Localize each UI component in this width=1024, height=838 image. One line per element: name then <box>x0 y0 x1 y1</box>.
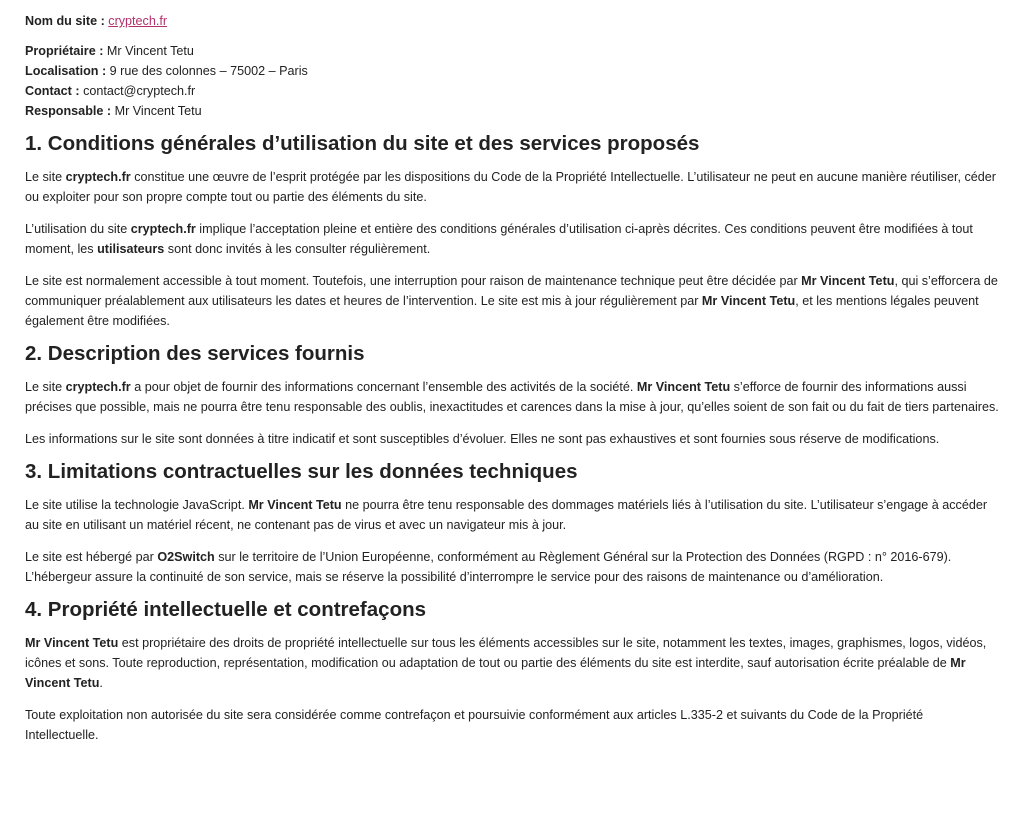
section-2-title: 2. Description des services fournis <box>25 342 365 365</box>
section-1-paragraph-2: L’utilisation du site cryptech.fr implique l’acceptation pleine et entière des conditions générales d’utilisation ci-après décrites. Ces conditions peuvent être modifiées à tout moment, les utilisateurs sont donc invités à les consulter régulièrement. <box>25 222 973 256</box>
manager-line <box>25 101 999 121</box>
location-value: 9 rue des colonnes – 75002 – Paris <box>109 64 308 78</box>
owner-line <box>25 41 999 61</box>
contact-line <box>25 81 999 101</box>
section-2-paragraph-1: Le site cryptech.fr a pour objet de fournir des informations concernant l’ensemble des activités de la société. Mr Vincent Tetu s’efforce de fournir des informations aussi précises que possible, mais ne pourra être tenu responsable des oublis, inexactitudes et carences dans la mise à jour, qu’elles soient de son fait ou du fait de tiers partenaires. <box>25 380 999 414</box>
section-1-title: 1. Conditions générales d’utilisation du site et des services proposés <box>25 132 700 155</box>
section-1-paragraph-3: Le site est normalement accessible à tout moment. Toutefois, une interruption pour raison de maintenance technique peut être décidée par Mr Vincent Tetu, qui s’efforcera de communiquer préalablement aux utilisateurs les dates et heures de l’intervention. Le site est mis à jour régulièrement par Mr Vincent Tetu, et les mentions légales peuvent également être modifiées. <box>25 274 998 328</box>
owner-value: Mr Vincent Tetu <box>106 44 194 58</box>
section-4-title: 4. Propriété intellectuelle et contrefaçons <box>25 598 427 621</box>
section-2-paragraph-2: Les informations sur le site sont données à titre indicatif et sont susceptibles d’évoluer. Elles ne sont pas exhaustives et sont fournies sous réserve de modifications. <box>25 432 940 446</box>
section-3-paragraph-2: Le site est hébergé par O2Switch sur le territoire de l’Union Européenne, conformément au Règlement Général sur la Protection des Données (RGPD : n° 2016-679). L’hébergeur assure la continuité de son service, mais se réserve la possibilité d’interrompre le service pour des raisons de maintenance ou d’amélioration. <box>25 550 952 584</box>
section-1-paragraph-1: Le site cryptech.fr constitue une œuvre de l’esprit protégée par les dispositions du Code de la Propriété Intellectuelle. L’utilisateur ne peut en aucune manière réutiliser, céder ou exploiter pour son propre compte tout ou partie des éléments du site. <box>25 170 996 204</box>
manager-value: Mr Vincent Tetu <box>114 104 202 118</box>
site-link[interactable]: cryptech.fr <box>108 14 168 28</box>
section-3-title: 3. Limitations contractuelles sur les données techniques <box>25 460 578 483</box>
contact-label: Contact : <box>25 84 80 98</box>
site-name-line <box>25 11 999 31</box>
location-line <box>25 61 999 81</box>
manager-label: Responsable : <box>25 104 112 118</box>
owner-label: Propriétaire : <box>25 44 104 58</box>
section-4-paragraph-1: Mr Vincent Tetu est propriétaire des droits de propriété intellectuelle sur tous les éléments accessibles sur le site, notamment les textes, images, graphismes, logos, vidéos, icônes et sons. Toute reproduction, représentation, modification ou adaptation de tout ou partie des éléments du site est interdite, sauf autorisation écrite préalable de Mr Vincent Tetu. <box>25 636 987 690</box>
contact-value: contact@cryptech.fr <box>83 84 196 98</box>
location-label: Localisation : <box>25 64 107 78</box>
section-4-paragraph-2: Toute exploitation non autorisée du site sera considérée comme contrefaçon et poursuivie conformément aux articles L.335-2 et suivants du Code de la Propriété Intellectuelle. <box>25 708 924 742</box>
section-3-paragraph-1: Le site utilise la technologie JavaScript. Mr Vincent Tetu ne pourra être tenu responsable des dommages matériels liés à l’utilisation du site. L’utilisateur s’engage à accéder au site en utilisant un matériel récent, ne contenant pas de virus et avec un navigateur mis à jour. <box>25 498 988 532</box>
site-name-label: Nom du site : <box>25 14 105 28</box>
